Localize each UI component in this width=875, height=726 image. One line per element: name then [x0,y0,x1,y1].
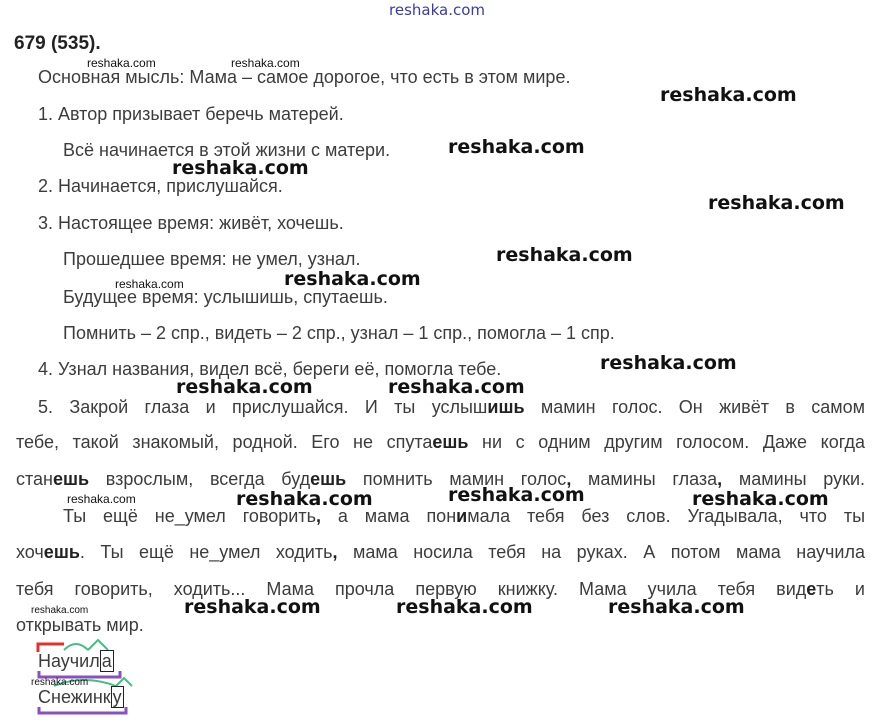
watermark: reshaka.com [184,596,321,618]
ending-box: у [112,687,122,707]
watermark: reshaka.com [660,84,797,106]
item-4-line: 4. Узнал названия, видел всё, береги её, помогла тебе. [38,359,502,379]
item-3-past-line: Прошедшее время: не умел, узнал. [63,249,361,269]
suffix-mark [88,640,108,650]
watermark: reshaka.com [388,376,525,398]
suffix-mark [116,678,132,686]
watermark: reshaka.com [692,488,829,510]
watermark: reshaka.com [608,596,745,618]
item-3-conjugation-line: Помнить – 2 спр., видеть – 2 спр., узнал – 1 спр., помогла – 1 спр. [63,323,615,343]
watermark: reshaka.com [172,157,309,179]
watermark: reshaka.com [600,352,737,374]
task-number: 679 (535). [14,33,101,54]
watermark-small: reshaka.com [67,492,136,506]
p6-line-3: тебя говорить, ходить... Мама прочла первую книжку. Мама учила тебя видеть и [16,579,865,599]
base-underline-word-2 [36,706,132,716]
item-1-sub-line: Всё начинается в этой жизни с матери. [63,140,391,160]
p5-line-3: станешь взрослым, всегда будешь помнить мамин голос, мамины глаза, мамины руки. [16,469,866,489]
ending-box: а [101,651,112,671]
main-idea-line: Основная мысль: Мама – самое дорогое, что есть в этом мире. [38,67,571,87]
p6-line-1: Ты ещё не_умел говорить, а мама понимала тебя без слов. Угадывала, что ты [63,506,866,526]
watermark: reshaka.com [448,136,585,158]
morpheme-word-2: Снежинк у [38,687,122,707]
watermark: reshaka.com [496,244,633,266]
watermark: reshaka.com [396,596,533,618]
item-3-line: 3. Настоящее время: живёт, хочешь. [38,213,344,233]
watermark: reshaka.com [448,484,585,506]
watermark-small: reshaka.com [231,56,300,70]
watermark-small: reshaka.com [31,677,89,688]
morpheme-word-1: Научил а [38,651,112,671]
watermark-small: reshaka.com [87,56,156,70]
watermark-small: reshaka.com [31,605,89,616]
item-2-line: 2. Начинается, прислушайся. [38,176,283,196]
watermark: reshaka.com [708,192,845,214]
watermark: reshaka.com [236,488,373,510]
watermark-small: reshaka.com [115,277,184,291]
watermark: reshaka.com [284,268,421,290]
watermark: reshaka.com [176,376,313,398]
p5-line-1: 5. Закрой глаза и прислушайся. И ты услышишь мамин голос. Он живёт в самом [38,397,865,417]
p6-line-4: открывать мир. [16,615,144,635]
p6-line-2: хочешь. Ты ещё не_умел ходить, мама носила тебя на руках. А потом мама научила [16,542,865,562]
item-3-future-line: Будущее время: услышишь, спутаешь. [63,287,388,307]
p5-line-2: тебе, такой знакомый, родной. Его не спутаешь ни с одним другим голосом. Даже когда [16,432,866,452]
site-watermark: reshaka.com [389,1,485,19]
item-1-line: 1. Автор призывает беречь матерей. [38,104,344,124]
